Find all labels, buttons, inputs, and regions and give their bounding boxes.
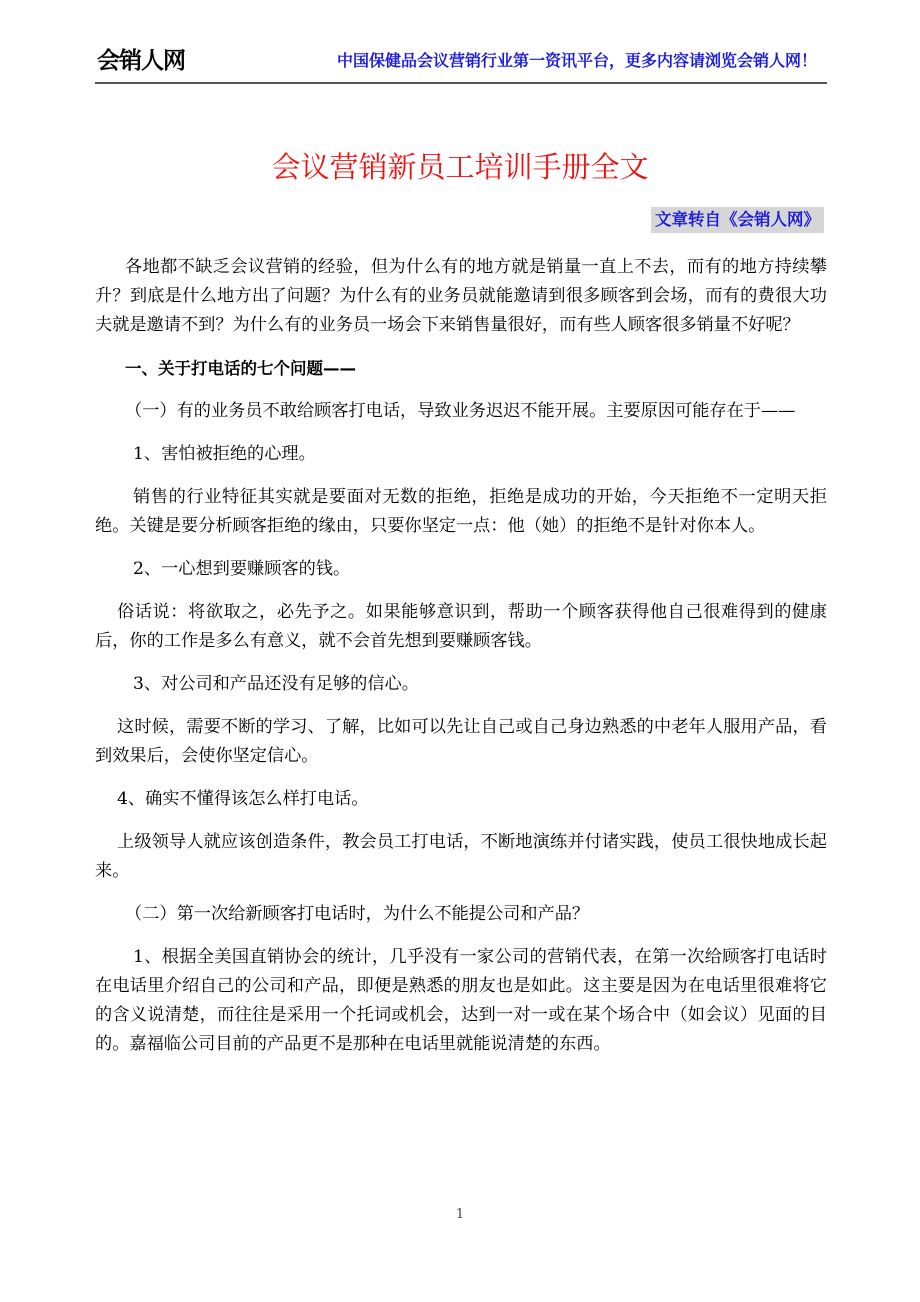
body-paragraph: 1、根据全美国直销协会的统计，几乎没有一家公司的营销代表，在第一次给顾客打电话时在电话里介绍自己的公司和产品，即便是熟悉的朋友也是如此。这主要是因为在电话里很难将它的含义说清楚，而往往是采用一个托词或机会，达到一对一或在某个场合中（如会议）见面的目的。嘉福临公司目前的产品更不是那种在电话里就能说清楚的东西。 xyxy=(95,947,827,1054)
body-paragraph: 这时候，需要不断的学习、了解，比如可以先让自己或自己身边熟悉的中老年人服用产品，看到效果后，会使你坚定信心。 xyxy=(95,717,827,766)
document-body xyxy=(95,253,827,1073)
page-number: 1 xyxy=(455,1207,465,1222)
section-heading: 一、关于打电话的七个问题—— xyxy=(125,359,356,378)
subsection-heading: （二）第一次给新顾客打电话时，为什么不能提公司和产品？ xyxy=(125,904,590,924)
list-item: 3、对公司和产品还没有足够的信心。 xyxy=(133,674,419,694)
page-header xyxy=(95,38,827,84)
list-item: 4、确实不懂得该怎么样打电话。 xyxy=(117,789,369,809)
intro-paragraph: 各地都不缺乏会议营销的经验，但为什么有的地方就是销量一直上不去，而有的地方持续攀升？到底是什么地方出了问题？为什么有的业务员就能邀请到很多顾客到会场，而有的费很大功夫就是邀请不到？为什么有的业务员一场会下来销售量很好，而有些人顾客很多销量不好呢？ xyxy=(95,257,827,335)
source-attribution: 文章转自《会销人网》 xyxy=(651,207,824,233)
subsection-heading: （一）有的业务员不敢给顾客打电话，导致业务迟迟不能开展。主要原因可能存在于—— xyxy=(125,401,796,421)
body-paragraph: 上级领导人就应该创造条件，教会员工打电话，不断地演练并付诸实践，使员工很快地成长起来。 xyxy=(95,832,827,881)
body-paragraph: 销售的行业特征其实就是要面对无数的拒绝，拒绝是成功的开始，今天拒绝不一定明天拒绝。关键是要分析顾客拒绝的缘由，只要你坚定一点：他（她）的拒绝不是针对你本人。 xyxy=(95,487,827,536)
header-slogan: 中国保健品会议营销行业第一资讯平台，更多内容请浏览会销人网！ xyxy=(336,51,817,70)
document-title: 会议营销新员工培训手册全文 xyxy=(271,150,649,184)
site-logo: 会销人网 xyxy=(97,48,185,74)
list-item: 2、一心想到要赚顾客的钱。 xyxy=(133,559,351,579)
list-item: 1、害怕被拒绝的心理。 xyxy=(133,444,316,464)
body-paragraph: 俗话说：将欲取之，必先予之。如果能够意识到，帮助一个顾客获得他自己很难得到的健康后，你的工作是多么有意义，就不会首先想到要赚顾客钱。 xyxy=(95,602,827,651)
